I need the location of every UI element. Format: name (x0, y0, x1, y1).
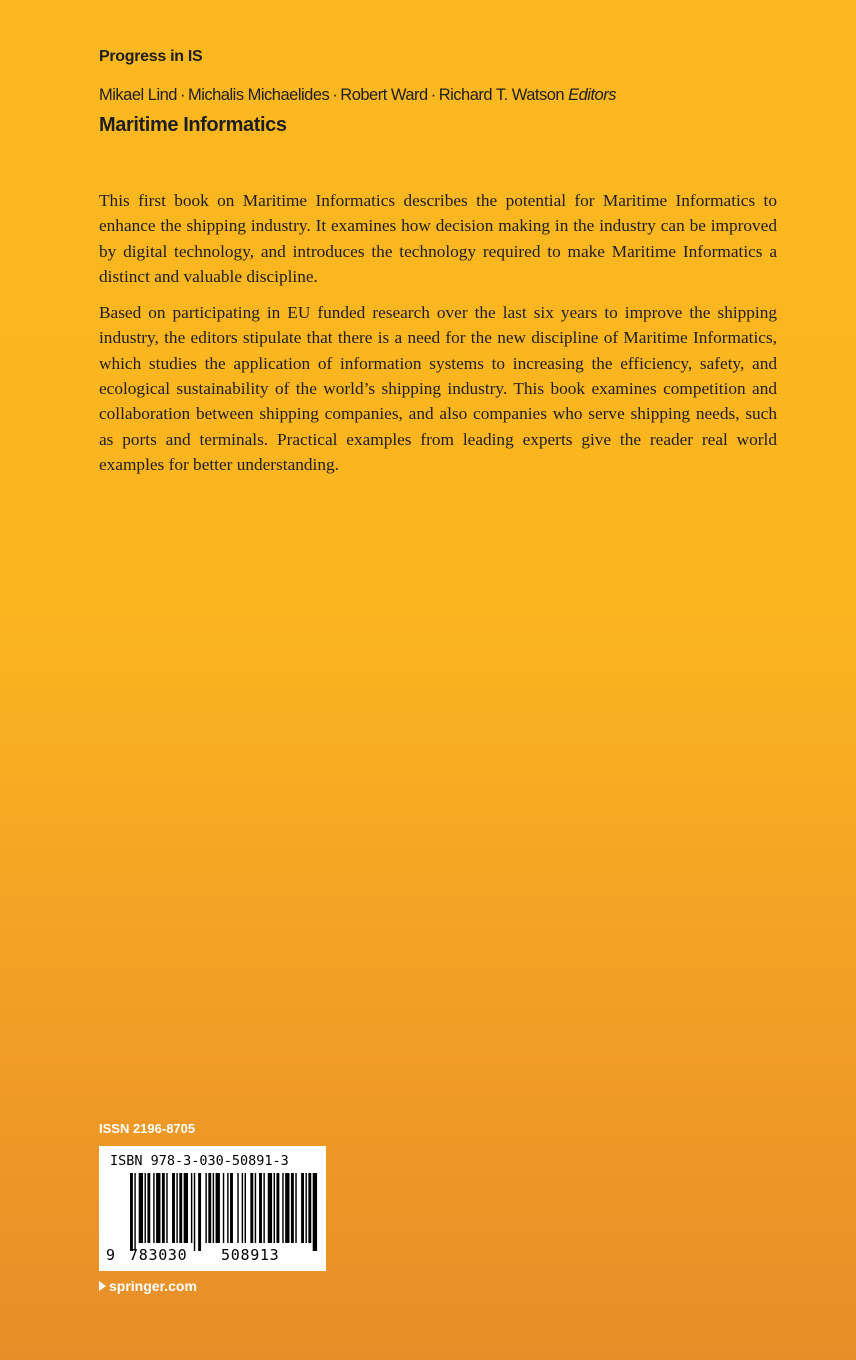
publisher-website-link[interactable] (99, 1278, 197, 1294)
barcode-bar (216, 1173, 220, 1243)
barcode-bar (263, 1173, 264, 1243)
barcode-bar (245, 1173, 246, 1243)
editor-role: Editors (568, 86, 616, 104)
barcode-bar (255, 1173, 256, 1243)
barcode-bar (166, 1173, 167, 1243)
barcode-bar (198, 1173, 201, 1251)
barcode-bar (230, 1173, 233, 1243)
barcode-bar (295, 1173, 296, 1243)
barcode-bar (308, 1173, 311, 1243)
editor-line (99, 86, 616, 105)
barcode-bar (156, 1173, 160, 1243)
barcode-bar (208, 1173, 211, 1243)
barcode-bar (313, 1173, 317, 1251)
barcode-bar (237, 1173, 238, 1243)
separator-dot: · (430, 86, 436, 104)
book-title: Maritime Informatics (99, 114, 287, 136)
barcode-bar (139, 1173, 143, 1243)
barcode-bar (274, 1173, 275, 1243)
barcode-digits-left: 783030 (129, 1246, 188, 1264)
barcode-bar (285, 1173, 289, 1243)
barcode-bar (147, 1173, 150, 1243)
editor-name: Mikael Lind (99, 86, 177, 104)
barcode-bar (291, 1173, 294, 1243)
barcode-bar (305, 1173, 306, 1243)
separator-dot: · (332, 86, 338, 104)
isbn-barcode (99, 1146, 326, 1271)
barcode-bar (268, 1173, 272, 1243)
barcode-bar (223, 1173, 224, 1243)
barcode-bar (145, 1173, 146, 1243)
barcode-bar (242, 1173, 243, 1243)
description-paragraph: Based on participating in EU funded research over the last six years to improve the shipping industry, the editors stipulate that there is a need for the new discipline of Maritime Informatics, which studies the application of information systems to increasing the efficiency, safety, and ecological sustainability of the world’s shipping industry. This book examines competition and collaboration between shipping companies, and also companies who serve shipping needs, such as ports and terminals. Practical examples from leading experts give the reader real world examples for better understanding. (99, 303, 777, 474)
book-description (99, 188, 777, 488)
barcode-bar (301, 1173, 304, 1243)
series-name: Progress in IS (99, 48, 203, 65)
barcode-bar (250, 1173, 253, 1243)
barcode-bar (130, 1173, 133, 1251)
barcode-bar (213, 1173, 214, 1243)
barcode-digit-first: 9 (106, 1246, 116, 1264)
barcode-bar (205, 1173, 206, 1243)
barcode-bar (194, 1173, 195, 1251)
isbn-label: ISBN 978-3-030-50891-3 (110, 1153, 289, 1169)
barcode-bar (259, 1173, 262, 1243)
barcode-bar (184, 1173, 188, 1243)
barcode-bar (176, 1173, 177, 1243)
barcode-digits-right: 508913 (221, 1246, 280, 1264)
barcode-bar (162, 1173, 165, 1243)
barcode-bar (134, 1173, 135, 1251)
description-paragraph: This first book on Maritime Informatics describes the potential for Maritime Informatics to enhance the shipping industry. It examines how decision making in the industry can be improved by digital technology, and introduces the technology required to make Maritime Informatics a distinct and valuable discipline. (99, 191, 777, 286)
barcode-bar (153, 1173, 154, 1243)
barcode-bar (282, 1173, 283, 1243)
editor-name: Michalis Michaelides (187, 86, 330, 104)
barcode-bar (179, 1173, 182, 1243)
issn-label: ISSN 2196-8705 (99, 1121, 196, 1136)
website-text: springer.com (109, 1278, 197, 1294)
editor-name: Robert Ward (340, 86, 428, 104)
barcode-bar (191, 1173, 192, 1243)
separator-dot: · (179, 86, 185, 104)
arrow-right-icon (99, 1281, 106, 1291)
barcode-bar (227, 1173, 228, 1243)
barcode-bar (172, 1173, 175, 1243)
barcode-bar (276, 1173, 279, 1243)
editor-name: Richard T. Watson (438, 86, 565, 104)
